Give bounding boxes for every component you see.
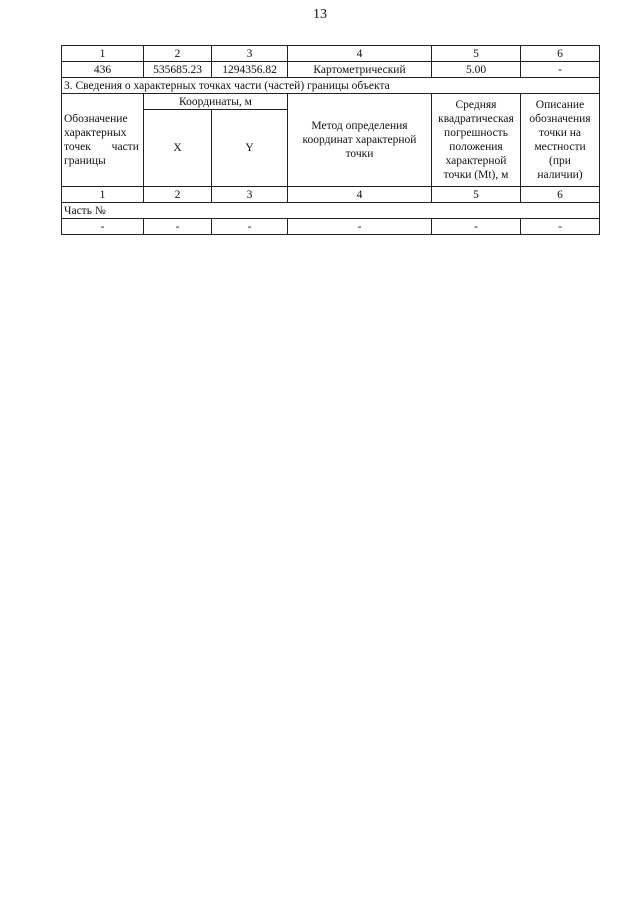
col-number-4: 4 [288,46,432,62]
header-line: характерных [64,127,127,139]
column-numbers-row [62,46,600,62]
part-label-row [62,203,600,219]
header-line: границы [64,155,106,167]
col-number-6: 6 [521,46,600,62]
error-cell: - [432,219,521,235]
section-title-row [62,78,600,94]
error-cell: 5.00 [432,62,521,78]
header-line: квадратическая [438,113,514,125]
col-number-3: 3 [212,187,288,203]
error-header [432,94,521,187]
header-line: наличии) [537,169,583,181]
header-line: Обозначение [64,113,128,125]
header-line: точек части [64,141,139,153]
header-line: Средняя [455,99,497,111]
header-row-1 [62,94,600,110]
col-number-2: 2 [144,46,212,62]
y-header: Y [212,110,288,187]
header-line: точки (Mt), м [443,169,509,181]
header-line: характерной [445,155,507,167]
header-line: Описание [535,99,585,111]
description-cell: - [521,62,600,78]
header-line: точки на [539,127,581,139]
x-coordinate-cell: 535685.23 [144,62,212,78]
header-line: точки [345,148,374,160]
part-label: Часть № [62,203,600,219]
page-number: 13 [313,7,327,22]
point-id-cell: 436 [62,62,144,78]
description-header [521,94,600,187]
method-cell: - [288,219,432,235]
col-number-6: 6 [521,187,600,203]
y-coordinate-cell: - [212,219,288,235]
header-line: (при [549,155,571,167]
header-line: погрешность [444,127,508,139]
header-line: положения [449,141,503,153]
method-cell: Картометрический [288,62,432,78]
table-row [62,219,600,235]
col-number-2: 2 [144,187,212,203]
point-designation-header [62,94,144,187]
method-header [288,94,432,187]
col-number-3: 3 [212,46,288,62]
column-numbers-row-2 [62,187,600,203]
x-header: X [144,110,212,187]
header-line: местности [534,141,586,153]
coordinates-header: Координаты, м [144,94,288,110]
col-number-5: 5 [432,187,521,203]
point-id-cell: - [62,219,144,235]
col-number-5: 5 [432,46,521,62]
x-coordinate-cell: - [144,219,212,235]
col-number-1: 1 [62,187,144,203]
col-number-1: 1 [62,46,144,62]
col-number-4: 4 [288,187,432,203]
header-line: Метод определения [311,120,408,132]
header-line: обозначения [529,113,591,125]
description-cell: - [521,219,600,235]
boundary-points-table [61,45,600,235]
header-line: координат характерной [302,134,417,146]
y-coordinate-cell: 1294356.82 [212,62,288,78]
table-row [62,62,600,78]
section-title: 3. Сведения о характерных точках части (частей) границы объекта [62,78,600,94]
